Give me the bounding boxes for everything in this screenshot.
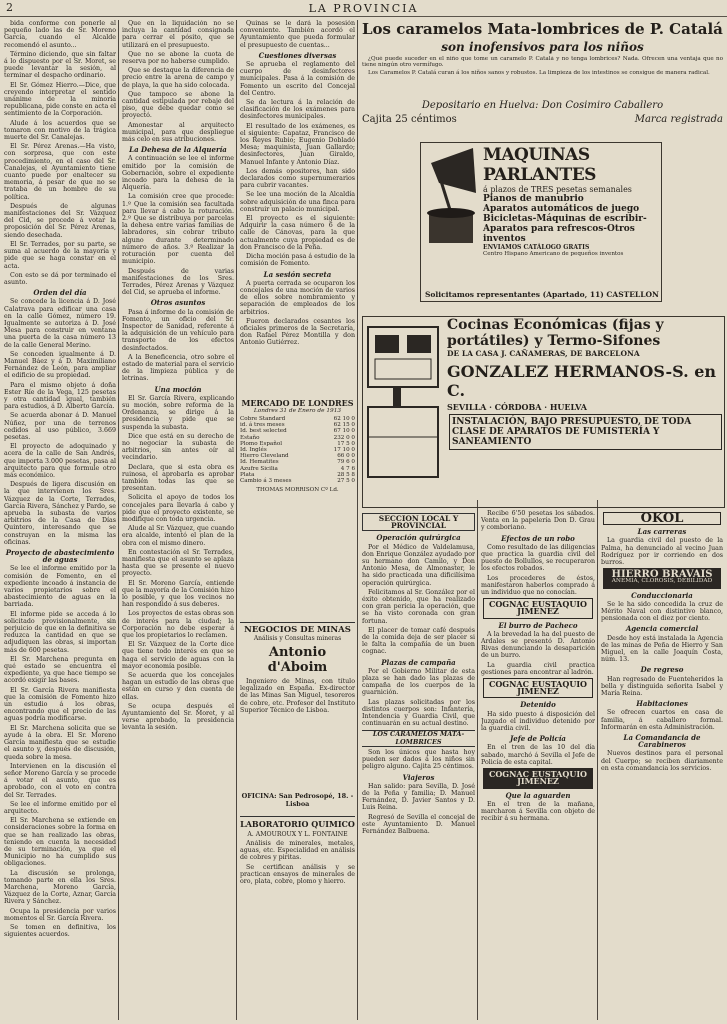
mining-subheading: Análisis y Consultas mineras — [253, 635, 342, 642]
maquinas-center: Centro Hispano Americano de pequeños inventos — [483, 251, 624, 257]
section-heading: Proyecto de abastecimiento de aguas — [5, 548, 115, 565]
section-heading: Una moción — [154, 384, 202, 394]
market-row-label: Id. best selected — [240, 428, 287, 435]
mining-heading: NEGOCIOS DE MINAS — [240, 622, 355, 635]
laboratory-name: A. AMOUROUX Y L. FONTAINE — [247, 831, 348, 838]
cognac-ad: COGNAC EUSTAQUIO JIMENEZ — [483, 598, 593, 618]
gonzalez-cities: SEVILLA · CÓRDOBA · HUELVA — [447, 402, 587, 412]
market-table — [240, 416, 355, 484]
market-row-label: Id. Hematites — [240, 459, 279, 466]
paragraph: Por el Médico de Valdelamusa, don Enrique González ayudado por su hermano don Camilo, y Don Antonio Mesa, de Almonaster, le ha sido practicada una dificilísima operación quirúrgica. — [362, 543, 475, 587]
page-number: 2 — [6, 1, 13, 14]
paragraph: A continuación se lee el informe emitido por la comisión de Gobernación, sobre el expediente incoado para la dehesa de la Alquería. — [122, 155, 234, 192]
cocinas-sub: DE LA CASA J. CAÑAMERAS, DE BARCELONA — [447, 349, 640, 358]
section-heading: Conduccionaria — [631, 590, 693, 600]
column-6: Recibe 6'50 pesetas los sábados. Venta en la papelería Don D. Grau y comboriano. Efectos de un robo Como resultado de las diligencias que practica la guardia civil del puesto de Bollullos, se recuperaron los efectos robados. Los procederes de éstos, manifestaron haberlos comprado á un individuo que no conocían. COGNAC EUSTAQUIO JIMENEZ El burro de Pacheco A la brevedad la ha del puesto de Ardales se presentó D. Antonio Rivas denunciando la desaparición de un burro. La guardia civil practica gestiones para encontrar al ladrón. COGNAC EUSTAQUIO JIMENEZ Detenido Ha sido puesto á disposición del Juzgado el individuo detenido por la guardia civil. Jefe de Policía En el tren de las 10 del día sabado, marchó á Sevilla el Jefe de Policía de esta capital. COGNAC EUSTAQUIO JIMENEZ Que la aguarden En el tren de la mañana, marcharon á Sevilla con objeto de recibir á su hermana. — [481, 510, 595, 823]
market-row-label: Estaño — [240, 434, 260, 441]
laboratory-heading: LABORATORIO QUIMICO — [240, 816, 355, 829]
paragraph: Como resultado de las diligencias que practica la guardia civil del puesto de Bollullos, se recuperaron los efectos robados. — [481, 543, 595, 573]
paragraph: Se concede la licencia á D. José Calatrava para edificar una casa en la calle Gómez, número 19. Igualmente se autoriza á D. José Mesa para construir en ventana una puerta de la casa número 13 de la calle General Merino. — [4, 298, 116, 349]
maquinas-line4: Bicicletas-Máquinas de escribir-Aparatos para refrescos-Otros inventos — [483, 214, 647, 244]
market-row-label: Plomo Español — [240, 440, 282, 447]
gonzalez-install: INSTALACIÓN, BAJO PRESUPUESTO, DE TODA CLASE DE APARATOS DE FUMISTERÍA Y SANEAMIENTO — [449, 414, 722, 450]
maquinas-title: MAQUINAS PARLANTES — [483, 145, 596, 185]
section-heading: Efectos de un robo — [501, 533, 575, 543]
paragraph: Se le ha sido concedida la cruz de Mérito Naval con distintivo blanco, pensionada con el diez por ciento. — [601, 600, 723, 623]
paragraph: Se aprueba el reglamento del cuerpo de desinfectores municipales. Pasa á la comisión de Fomento un escrito del Concejal del Centro. — [240, 61, 355, 97]
maquinas-catalog: ENVIAMOS CATÁLOGO GRATIS — [483, 244, 590, 251]
paragraph: El Sr. Marchena solicita que se ayude á la obra. El Sr. Moreno García manifiesta que se estudie el asunto y, después de discusión, queda sobre la mesa. — [4, 724, 116, 761]
column-rule — [236, 20, 237, 1020]
section-heading: La sesión secreta — [263, 269, 332, 279]
section-heading: Operación quirúrgica — [376, 533, 461, 543]
section-heading: Plazas de campaña — [381, 657, 456, 667]
paragraph: A puerta cerrada se ocuparon los concejales de una moción de varios de ellos sobre nombramiento y separación de empleados de los arbitrios. — [240, 279, 355, 316]
market-row-value: 4 7 6 — [340, 465, 355, 472]
market-row-value: 66 0 0 — [337, 453, 355, 460]
mining-ad: NEGOCIOS DE MINAS Análisis y Consultas mineras Antonio d'Aboim Ingeniero de Minas, con título legalizado en España. Ex-director de las Minas San Miguel, tesoreros de cobre, etc. Profesor del Instituto Superior Técnico de Lisboa. OFICINA: San Pedrosopé, 18. - Lisboa — [240, 622, 355, 812]
paragraph: El placer de tomar café después de la comida deja de ser placer si le falta la compañía de un buen cognac. — [362, 626, 475, 656]
market-row-label: Id. Inglés — [240, 447, 267, 454]
local-heading: SECCION LOCAL Y PROVINCIAL — [362, 513, 475, 531]
column-7 — [601, 510, 723, 1020]
paragraph: Nuevos destinos para el personal del Cuerpo; se reciben diariamente en esta comandancia los servicios. — [601, 750, 723, 772]
caramelos-title: Los caramelos Mata-lombrices de P. Catalá — [362, 20, 723, 38]
paragraph: Han regresado de Fuenteheridos la bella y distinguida señorita Isabel y María Reina. — [601, 675, 723, 698]
market-row-label: Cambio á 3 meses — [240, 478, 292, 485]
section-heading: Cuestiones diversas — [258, 50, 337, 60]
cocinas-ad — [362, 316, 725, 508]
maquinas-ad — [420, 142, 662, 302]
market-row-value: 17 10 0 — [333, 447, 355, 454]
section-heading: Orden del día — [33, 288, 87, 298]
hierro-ad — [603, 568, 721, 588]
section-heading: Viajeros — [402, 772, 435, 782]
market-row-label: Cobre Standard — [240, 416, 286, 422]
market-row-value: 28 5 8 — [337, 471, 355, 478]
paragraph: bida conforme con ponerle al pequeño lado las de Sr. Moreno García, cuando el Alcalde recomendó el asunto... — [4, 20, 116, 49]
mining-name: Antonio d'Aboim — [267, 645, 328, 675]
maquinas-line3: Aparatos automáticos de juego — [483, 204, 640, 214]
column-3: Quinas se le dará la posesión conveniente. También acordó el Ayuntamiento que pueda formular el presupuesto de cuentas... Cuestiones diversas Se aprueba el reglamento del cuerpo de desinfectores municipales. Pasa á la comisión de Fomento un escrito del Concejal del Centro. Se da lectura á la relación de clasificación de los exámenes para desinfectores municipales. El resultado de los exámenes, es el siguiente: Capataz, Francisco de los Reyes Rubio; Eugenio Dobladó Mesa; maquinista, Juan Gallardo; desinfectores, Juan Giraldo, Manuel Infante y Antonio Díaz. Los demás opositores, han sido declarados como supernumerarios para cubrir vacantes. Se lee una moción de la Alcaldía sobre adquisición de una finca para construir un palacio municipal. El proyecto es el siguiente: Adquirir la casa número 6 de la calle de Cánovas, para la que actualmente cuya propiedad es de don Francisco de la Peña. Dicha moción pasa á estudio de la comisión de Fomento. La sesión secreta A puerta cerrada se ocuparon los concejales de una moción de varios de ellos sobre nombramiento y separación de empleados de los arbitrios. Fueron declarados cesantes los oficiales primeros de la Secretaría, don Rafael Pérez Montilla y don Antonio Gutiérrez. — [240, 20, 355, 347]
market-row-value: 62 15 0 — [333, 422, 355, 429]
section-heading: Que la aguarden — [505, 790, 571, 800]
caramelos-sub: son inofensivos para los niños — [441, 40, 644, 54]
hierro-sub: ANEMIA, CLOROSIS, DEBILIDAD — [611, 578, 713, 585]
cocinas-title: Cocinas Económicas (fijas y portátiles) y Termo-Sifones — [447, 317, 664, 349]
maquinas-line1: á plazos de TRES pesetas semanales — [483, 185, 632, 194]
laboratory-ad: LABORATORIO QUIMICO A. AMOUROUX Y L. FONTAINE Análisis de minerales, metales, aguas, etc. Especialidad en análisis de cobres y piritas. Se certifican análisis y se practican ensayos de minerales de oro, plata, cobre, plomo y hierro. — [240, 816, 355, 1020]
section-heading: Detenido — [520, 700, 556, 710]
maquinas-line2: Pianos de manubrio — [483, 194, 584, 204]
paragraph: Que en la liquidación no se incluya la cantidad consignada para cerrar el pósito, que se utilizará en el presupuesto. — [122, 20, 234, 49]
section-heading: De regreso — [640, 665, 684, 675]
section-heading: La Comandancia de Carabineros — [623, 733, 701, 750]
paragraph: Desde hoy está instalada la Agencia de las minas de Peña de Hierro y San Miguel, en la calle Joaquín Costa, núm. 13. — [601, 634, 723, 664]
section-heading: Las carreras — [637, 527, 687, 537]
paragraph: Recibe 6'50 pesetas los sábados. Venta en la papelería Don D. Grau y comboriano. — [481, 510, 595, 532]
market-date: Londres 31 de Enero de 1913 — [253, 408, 342, 414]
caramelos-price: Cajita 25 céntimos — [362, 114, 457, 125]
maquinas-address: Solicitamos representantes (Apartado, 11) CASTELLON — [425, 290, 659, 299]
market-row-value: 67 10 0 — [333, 428, 355, 435]
column-rule — [597, 500, 598, 1020]
stove-icon — [363, 317, 443, 497]
market-row-label: Hierro Cleveland — [240, 453, 289, 460]
market-row-value: 17 5 0 — [337, 440, 355, 447]
column-2: Que en la liquidación no se incluya la cantidad consignada para cerrar el pósito, que se utilizará en el presupuesto. Que no se abone la cuota de reserva por no haberse cumplido. Que se destaque la diferencia de precio entre la arena de campo y de playa, la que ha sido colocada. Que tampoco se abone la cantidad estipulada por rebaje del piso, que debe quedar como se proyectó. Amonestar al arquitecto municipal, para que despliegue más celo en sus atribuciones. La Dehesa de la Alquería A continuación se lee el informe emitido por la comisión de Gobernación, sobre el expediente incoado para la dehesa de la Alquería. La comisión cree que procede: 1.º Que la comisión sea facultada para llevar á cabo la roturación. 2.º Que se distribuya por parcelas la dehesa entre varias familias de labradores, sin cobrar tributo alguno durante determinado número de años. 3.º Realizar la roturación por cuenta del municipio. Después de varias manifestaciones de los Sres. Terrades, Pérez Arenas y Vázquez del Cid, se aprueba el informe. Otros asuntos Pasa á informe de la comisión de Fomento, un oficio del Sr. Inspector de Sanidad, referente á la adquisición de un vehículo para transporte de los efectos desinfectados. A la Beneficencia, otro sobre el estado de material para el servicio de la limpieza pública y de letrinas. Una moción El Sr. García Rivera, explicando su moción, sobre reforma de la Ordenanza, se dirige á la presidencia y pide que se suspenda la subasta. Dice que está en su derecho de no negociar la subasta de arbitrios, sin antes oír al vecindario. Declara, que si esta obra es ruinosa, el aprobarla es aprobar también todas las que se presentan. Solicita el apoyo de todos los concejales para llevarla á cabo y pide que el proyecto existente, se modifique con toda urgencia. Alude al Sr. Vázquez, que cuando era alcalde, intentó el plan de la obra con el mismo dinero. En contestación el Sr. Terrades, manifiesta que el asunto se aplaza hasta que se presente el nuevo proyecto. El Sr. Moreno García, entiende que la mayoría de la Comisión hizo lo posible, y que los vecinos no han respondido á sus deberes. Los proyectos de estas obras son de interés para la ciudad; la Corporación no debe esperar á que los propietarios lo reclamen. El Sr. Vázquez de la Corte dice que tiene todo interés en que se haga el servicio de aguas con la mayor economía posible. Se acuerda que los concejales hagan un estudio de las obras que están en curso y den cuenta de ellas. Se ocupa después el Ayuntamiento del Sr. Moret, y al verse aprobado, la presidencia levanta la sesión. — [122, 20, 234, 732]
laboratory-body: Análisis de minerales, metales, aguas, etc. Especialidad en análisis de cobres y piritas. — [240, 840, 355, 862]
section-heading: LOS CARAMELOS MATA-LOMBRICES — [362, 730, 475, 746]
section-heading: Agencia comercial — [625, 624, 699, 634]
column-rule — [118, 20, 119, 1020]
hierro-title: HIERRO BRAVAIS — [611, 569, 713, 581]
market-row-value: 62 10 0 — [333, 416, 355, 422]
paragraph: El Sr. García Rivera, explicando su moción, sobre reforma de la Ordenanza, se dirige á la presidencia y pide que se suspenda la subasta. — [122, 394, 234, 431]
market-signature: THOMAS MORRISON Cº Ld. — [256, 487, 339, 494]
section-heading: Jefe de Policía — [510, 734, 566, 744]
column-1: bida conforme con ponerle al pequeño lado las de Sr. Moreno García, cuando el Alcalde recomendó el asunto... Término diciendo, que sin faltar á lo dispuesto por el Sr. Moret, se puede levantar la sesión, al terminar el despacho ordinario. El Sr. Gómez Hierro.—Dice, que creyendo interpretar el sentido unánime de la minoría republicana, pide conste en acta el sentimiento de la Corporación. Alude á los acuerdos que se tomaron con motivo de la trágica muerte del Sr. Canalejas. El Sr. Pérez Arenas.—Ha visto, con sorpresa, que con este procedimiento, en el caso del Sr. Canalejas, el Ayuntamiento tiene cuanto puede por enaltecer su memoria, á pesar de que no se trataba de un hombre de su política. Después de algunas manifestaciones del Sr. Vázquez del Cid, se procede á votar la proposición del Sr. Pérez Arenas, siendo desechada. El Sr. Terrades, por su parte, se suma al acuerdo de la mayoría y pide que se haga constar en el acta. Con esto se dá por terminado el asunto. Orden del día Se concede la licencia á D. José Calatrava para edificar una casa en la calle Gómez, número 19. Igualmente se autoriza á D. José Mesa para construir en ventana una puerta de la casa número 13 de la calle General Merino. Se conceden igualmente á D. Manuel Báez y á D. Maximiliano Fernández de León, para ampliar el edificio de su propiedad. Para el mismo objeto á doña Ester Ríe de la Vega, 125 pesetas y otra cantidad igual, también para estudios, á D. Alberto García. Se acuerda abonar á D. Manuel Núñez, por una de terrenos cedidos al uso público, 3.669 pesetas. El proyecto de adoquinado y acera de la calle de San Andrés, que importa 3.000 pesetas, pasa al arquitecto para que formule otro más económico. Después de ligera discusión en la que intervienen los Sres. Vázquez de la Corte, Terrades, García Rivera, Sánchez y Pardo, se aprueba la subasta de varios arbitrios de la Casa de Días Quintero, interesando que se construyan en la misma las oficinas. Proyecto de abastecimiento de aguas Se lee el informe emitido por la comisión de Fomento, en el expediente incoado á instancia de varios propietarios sobre el abastecimiento de aguas en la barriada. El informe pide se acceda á lo solicitado provisionalmente, sin perjuicio de que en la definitiva se reduzca la cantidad en que se adjudiquen las obras, si importan más de 600 pesetas. El Sr. Marchena pregunta en qué estado se encuentra el expediente, ya que hace tiempo se acordó exigir las bases. El Sr. García Rivera manifiesta que la comisión de Fomento hizo un estudio á los obras, encontrando que el precio de las aguas podría modificarse. El Sr. Marchena solicita que se ayude á la obra. El Sr. Moreno García manifiesta que se estudie el asunto y, después de discusión, queda sobre la mesa. Intervienen en la discusión el señor Moreno García y se procede á votar el asunto, que es aprobado, con el voto en contra del Sr. Terrades. Se lee el informe emitido por el arquitecto. El Sr. Marchena se extiende en consideraciones sobre la forma en que se han realizado las obras, teniendo en cuenta la necesidad de su terminación, ya que el Municipio no ha cumplido sus obligaciones. La discusión se prolonga, tomando parte en ella los Sres. Marchena, Moreno García, Vázquez de la Corte, Aznar, García Rivera y Sánchez. Ocupa la presidencia por varios momentos el Sr. García Rivera. Se tomen en definitiva, los siguientes acuerdos. — [4, 20, 116, 939]
paragraph: En el tren de las 10 del día sabado, marchó á Sevilla el Jefe de Policía de esta capital. — [481, 744, 595, 766]
paragraph: A la brevedad la ha del puesto de Ardales se presentó D. Antonio Rivas denunciando la desaparición de un burro. — [481, 630, 595, 660]
market-row-label: Plata — [240, 471, 255, 478]
market-row-value: 79 6 0 — [337, 459, 355, 466]
cognac-ad: COGNAC EUSTAQUIO JIMENEZ — [483, 678, 593, 698]
section-heading: La Dehesa de la Alquería — [129, 145, 227, 155]
market-row — [240, 478, 355, 484]
column-rule — [477, 500, 478, 1020]
masthead — [0, 0, 727, 17]
gonzalez-title: GONZALEZ HERMANOS-S. en C. — [447, 362, 717, 400]
market-heading: MERCADO DE LONDRES — [241, 398, 354, 408]
paragraph: La guardia civil del puesto de la Palma, ha denunciado al vecino Juan Rodríguez por ir corriendo en dos burros. — [601, 537, 723, 567]
section-heading: Otros asuntos — [150, 298, 206, 308]
local-section: SECCION LOCAL Y PROVINCIAL Operación quirúrgica Por el Médico de Valdelamusa, don Enrique González ayudado por su hermano don Camilo, y Don Antonio Mesa, de Almonaster, le ha sido practicada una dificilísima operación quirúrgica. Felicitamos al Sr. González por el éxito obtenido, que ha realizado con gran pericia la operación, que se ha visto coronada con gran fortuna. El placer de tomar café después de la comida deja de ser placer si le falta la compañía de un buen cognac. Plazas de campaña Por el Gobierno Militar de esta plaza se han dado las plazas de campaña de los cuerpos de la guarnición. Las plazas solicitadas por los distintos cuerpos son: Infantería, Intendencia y Guardia Civil, que continuarán en su actual destino. LOS CARAMELOS MATA-LOMBRICES Son los únicos que hasta hoy pueden ser dados á los niños sin peligro alguno. Cajita 25 céntimos. Viajeros Han salido: para Sevilla, D. José de la Peña y familia; D. Manuel Fernández, D. Javier Santos y D. Luis Reina. Regresó de Sevilla el concejal de este Ayuntamiento D. Manuel Fernández Balbuena. — [362, 514, 475, 835]
market-row-label: id. á tres meses — [240, 422, 285, 429]
newspaper-title: LA PROVINCIA — [308, 2, 419, 15]
market-row-value: 232 0 0 — [333, 434, 355, 441]
caramelos-mark: Marca registrada — [634, 114, 723, 125]
paragraph: Por el Gobierno Militar de esta plaza se han dado las plazas de campaña de los cuerpos de la guarnición. — [362, 667, 475, 697]
market-report — [240, 398, 355, 618]
mining-office: OFICINA: San Pedrosopé, 18. - Lisboa — [241, 792, 354, 808]
gramophone-icon — [421, 143, 481, 283]
section-heading: Habitaciones — [636, 699, 688, 709]
market-row-label: Azufre Sicilia — [240, 465, 278, 472]
caramelos-ad: Los caramelos Mata-lombrices de P. Catalá son inofensivos para los niños ¿Qué puede suceder en el niño que tome un caramelo P. Catalá y no tenga lombrices? Nada. Ofrecen una ventaja que no tiene ningún otro vermífugo. Los Caramelos P. Catalá curan á los niños sanos y robustos. La limpieza de los intestinos se consigue de manera radical. Depositario en Huelva: Don Cosimiro Caballero Cajita 25 céntimos Marca registrada — [362, 20, 723, 125]
caramelos-deposit: Depositario en Huelva: Don Cosimiro Caballero — [421, 100, 664, 111]
paragraph: En el tren de la mañana, marcharon á Sevilla con objeto de recibir á su hermana. — [481, 800, 595, 823]
column-rule — [357, 20, 358, 1020]
cognac-ad: COGNAC EUSTAQUIO JIMENEZ — [483, 768, 593, 788]
section-heading: El burro de Pacheco — [498, 620, 578, 630]
okol-ad: OKOL — [603, 512, 721, 525]
paragraph: Se ofrecen cuartos en casa de familia, á caballero formal. Informarán en esta Administración. — [601, 709, 723, 731]
paragraph: Quinas se le dará la posesión conveniente. También acordó el Ayuntamiento que pueda formular el presupuesto de cuentas... — [240, 20, 355, 49]
market-row-value: 27 5 0 — [337, 478, 355, 485]
